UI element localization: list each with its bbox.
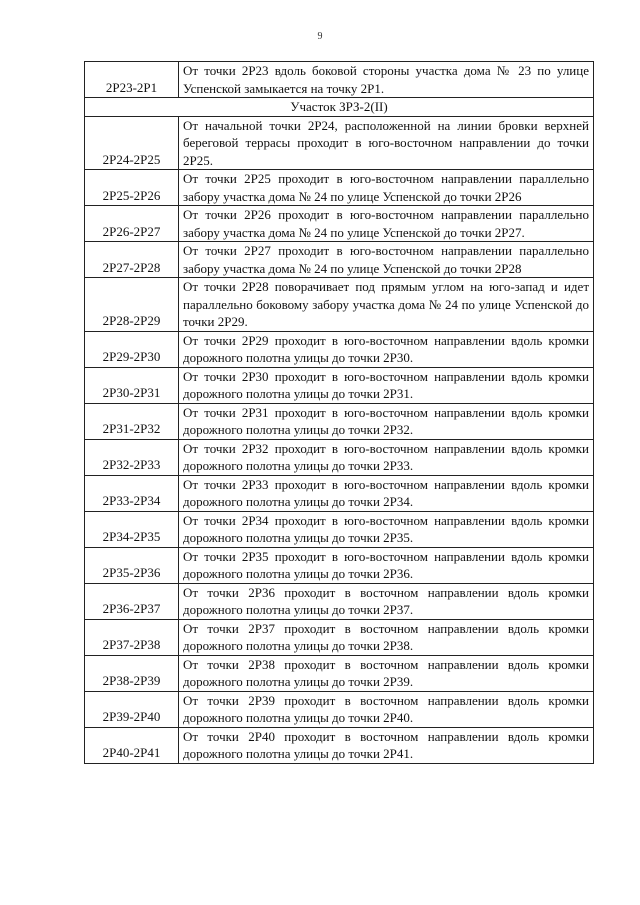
segment-code: 2Р24-2Р25: [85, 116, 179, 170]
table-row: [85, 62, 594, 98]
table-row: [85, 331, 594, 367]
segment-description: От точки 2Р32 проходит в юго-восточном направлении вдоль кромки дорожного полотна улицы до точки 2Р33.: [179, 439, 594, 475]
table-row: [85, 619, 594, 655]
segment-code: 2Р25-2Р26: [85, 170, 179, 206]
segment-description: От точки 2Р37 проходит в восточном направлении вдоль кромки дорожного полотна улицы до точки 2Р38.: [179, 619, 594, 655]
segment-code: 2Р37-2Р38: [85, 619, 179, 655]
segment-code: 2Р35-2Р36: [85, 547, 179, 583]
segment-description: От точки 2Р30 проходит в юго-восточном направлении вдоль кромки дорожного полотна улицы до точки 2Р31.: [179, 367, 594, 403]
page-number: 9: [317, 31, 323, 42]
segment-description: От точки 2Р27 проходит в юго-восточном направлении параллельно забору участка дома № 24 по улице Успенской до точки 2Р28: [179, 242, 594, 278]
segment-description: От точки 2Р25 проходит в юго-восточном направлении параллельно забору участка дома № 24 по улице Успенской до точки 2Р26: [179, 170, 594, 206]
section-title: Участок ЗРЗ-2(II): [85, 98, 594, 117]
segment-code: 2Р38-2Р39: [85, 655, 179, 691]
segment-code: 2Р39-2Р40: [85, 691, 179, 727]
segment-code: 2Р40-2Р41: [85, 727, 179, 763]
segment-code: 2Р30-2Р31: [85, 367, 179, 403]
segment-code: 2Р23-2Р1: [85, 62, 179, 98]
table-row: [85, 727, 594, 763]
section-row: [85, 98, 594, 117]
table-row: [85, 475, 594, 511]
table-row: [85, 547, 594, 583]
segment-code: 2Р26-2Р27: [85, 206, 179, 242]
segment-description: От точки 2Р34 проходит в юго-восточном направлении вдоль кромки дорожного полотна улицы до точки 2Р35.: [179, 511, 594, 547]
table-row: [85, 439, 594, 475]
table-row: [85, 367, 594, 403]
segment-description: От точки 2Р36 проходит в восточном направлении вдоль кромки дорожного полотна улицы до точки 2Р37.: [179, 583, 594, 619]
segment-description: От точки 2Р38 проходит в восточном направлении вдоль кромки дорожного полотна улицы до точки 2Р39.: [179, 655, 594, 691]
table-row: [85, 655, 594, 691]
table-row: [85, 691, 594, 727]
segment-description: От точки 2Р40 проходит в восточном направлении вдоль кромки дорожного полотна улицы до точки 2Р41.: [179, 727, 594, 763]
segment-code: 2Р33-2Р34: [85, 475, 179, 511]
table-row: [85, 116, 594, 170]
table-row: [85, 403, 594, 439]
segment-description: От точки 2Р23 вдоль боковой стороны участка дома № 23 по улице Успенской замыкается на точку 2Р1.: [179, 62, 594, 98]
segment-description: От точки 2Р35 проходит в юго-восточном направлении вдоль кромки дорожного полотна улицы до точки 2Р36.: [179, 547, 594, 583]
segment-code: 2Р31-2Р32: [85, 403, 179, 439]
segment-description: От точки 2Р39 проходит в восточном направлении вдоль кромки дорожного полотна улицы до точки 2Р40.: [179, 691, 594, 727]
table-row: [85, 170, 594, 206]
segment-description: От точки 2Р31 проходит в юго-восточном направлении вдоль кромки дорожного полотна улицы до точки 2Р32.: [179, 403, 594, 439]
segment-description: От точки 2Р28 поворачивает под прямым углом на юго-запад и идет параллельно боковому забору участка дома № 24 по улице Успенской до точки 2Р29.: [179, 278, 594, 332]
segment-description: От начальной точки 2Р24, расположенной на линии бровки верхней береговой террасы проходит в юго-восточном направлении до точки 2Р25.: [179, 116, 594, 170]
table-row: [85, 206, 594, 242]
segment-description: От точки 2Р29 проходит в юго-восточном направлении вдоль кромки дорожного полотна улицы до точки 2Р30.: [179, 331, 594, 367]
table-row: [85, 242, 594, 278]
segment-code: 2Р32-2Р33: [85, 439, 179, 475]
segment-description: От точки 2Р33 проходит в юго-восточном направлении вдоль кромки дорожного полотна улицы до точки 2Р34.: [179, 475, 594, 511]
segment-description: От точки 2Р26 проходит в юго-восточном направлении параллельно забору участка дома № 24 по улице Успенской до точки 2Р27.: [179, 206, 594, 242]
segment-code: 2Р36-2Р37: [85, 583, 179, 619]
table-row: [85, 511, 594, 547]
segment-code: 2Р28-2Р29: [85, 278, 179, 332]
segment-code: 2Р27-2Р28: [85, 242, 179, 278]
boundary-table: [84, 61, 594, 764]
segment-code: 2Р29-2Р30: [85, 331, 179, 367]
segment-code: 2Р34-2Р35: [85, 511, 179, 547]
table-row: [85, 278, 594, 332]
table-row: [85, 583, 594, 619]
